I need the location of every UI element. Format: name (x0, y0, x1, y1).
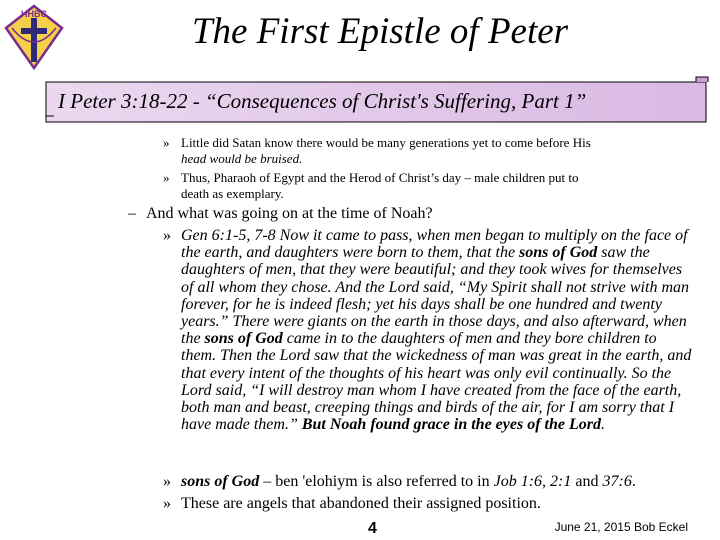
bullet-pharaoh-line2: death as exemplary. (181, 186, 284, 201)
slide-title: The First Epistle of Peter (191, 11, 569, 52)
genesis-text-2: saw the daughters of men, that they were beautiful; and they took wives for themselves of all whom they chose. And the Lord said, “My Spirit shall not strive with man forever, for he is indeed flesh; yet his days shall be one hundred and twenty years.” There were giants on the earth in those days, and also afterward, when the (181, 244, 689, 348)
church-logo (4, 4, 64, 70)
genesis-sons-of-god-1: sons of God (519, 244, 598, 262)
bullet-marker: » (163, 135, 170, 150)
sons-ref-37: 37:6 (602, 473, 632, 490)
sons-end: . (631, 473, 636, 490)
genesis-noah-grace: But Noah found grace in the eyes of the Lord (301, 416, 601, 434)
bullet-marker: » (163, 473, 171, 490)
page-number: 4 (368, 520, 377, 537)
bullet-marker: » (163, 227, 171, 244)
passage-banner (44, 76, 710, 124)
sons-and: and (571, 473, 603, 490)
bullet-satan (181, 135, 693, 167)
noah-heading: And what was going on at the time of Noah? (146, 205, 433, 222)
footer-date: June 21, 2015 Bob Eckel (554, 520, 688, 534)
genesis-sons-of-god-2: sons of God (204, 330, 283, 348)
bullet-satan-line1: Little did Satan know there would be many generations yet to come before His (181, 135, 591, 150)
bullet-satan-line2: head would be bruised. (181, 151, 303, 166)
heading-marker: – (128, 205, 136, 222)
genesis-text-3: came in to the daughters of men and they bore children to them. Then the Lord saw that the wickedness of man was great in the earth, and that every intent of the thoughts of his heart was only evil continually. So the Lord said, “I will destroy man whom I have created from the face of the earth, both man and beast, creeping things and birds of the air, for I am sorry that I have made them.” (181, 330, 692, 434)
bullet-marker: » (163, 170, 170, 185)
bullet-marker: » (163, 495, 171, 512)
angels-note: These are angels that abandoned their assigned position. (181, 495, 541, 512)
bullet-pharaoh (181, 170, 693, 202)
logo-text: HHBC (21, 9, 47, 19)
banner-text: I Peter 3:18-22 - “Consequences of Christ's Suffering, Part 1” (58, 89, 587, 113)
sons-hebrew: – ben 'elohiym (259, 473, 358, 490)
genesis-text-1: Gen 6:1-5, 7-8 Now it came to pass, when men began to multiply on the face of the earth, and daughters were born to them, that the (181, 227, 688, 262)
sons-term: sons of God (181, 473, 260, 490)
genesis-quote (181, 227, 693, 433)
sons-of-god-note (181, 473, 693, 491)
sons-ref-job: Job 1:6, 2:1 (493, 473, 572, 490)
bullet-pharaoh-line1: Thus, Pharaoh of Egypt and the Herod of Christ’s day – male children put to (181, 170, 579, 185)
cross-shield-icon (4, 4, 64, 70)
genesis-text-4: . (600, 416, 605, 434)
sons-mid: is also referred to in (357, 473, 494, 490)
